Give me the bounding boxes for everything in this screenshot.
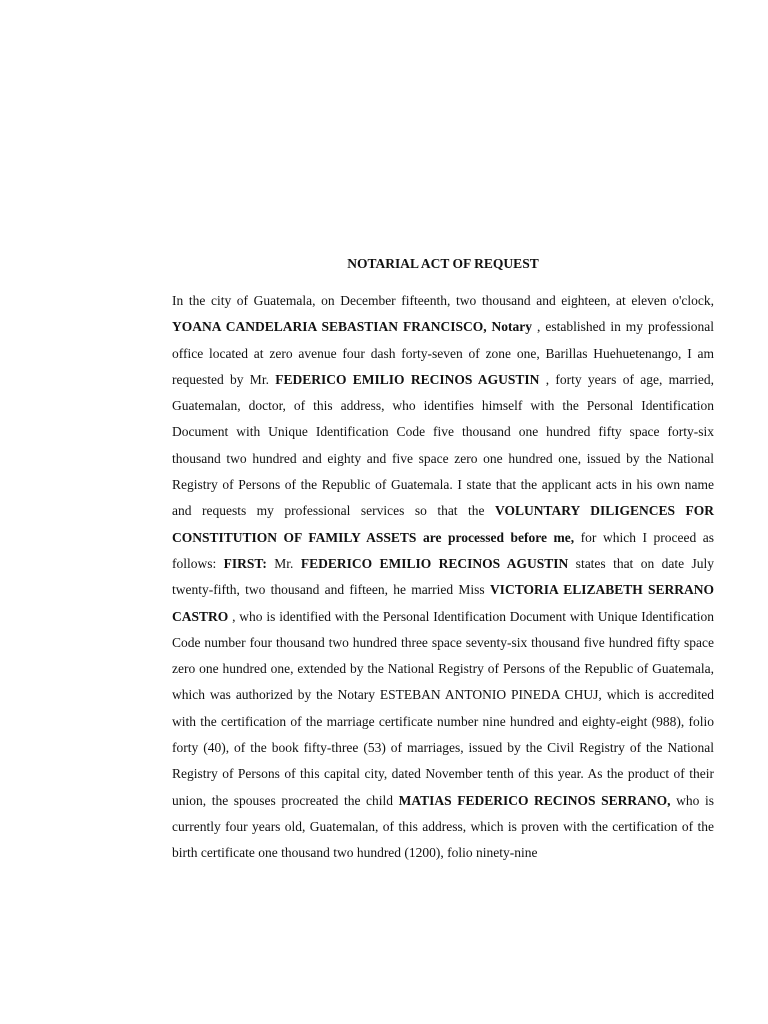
text-run: states that on date July twenty-fifth, two thousand and fifteen, he married Miss [172, 555, 714, 598]
title-block [172, 254, 714, 274]
text-run: , established in my professional office located at zero avenue four dash forty-seven of zone one, Barillas Huehuetenango, I am requested by Mr. [172, 319, 714, 387]
text-run: , who is identified with the Personal Identification Document with Unique Identification Code number four thousand two hundred three space seventy-six thousand five hundred fifty space zero one hundred one, extended by the National Registry of Persons of the Republic of Guatemala, which was authorized by the Notary ESTEBAN ANTONIO PINEDA CHUJ, which is accredited with the certification of the marriage certificate number nine hundred and eighty-eight (988), folio forty (40), of the book fifty-three (53) of marriages, issued by the Civil Registry of the National Registry of Persons of this capital city, dated November tenth of this year. As the product of their union, the spouses procreated the child [172, 608, 714, 808]
bold-run: MATIAS FEDERICO RECINOS SERRANO, [398, 792, 671, 808]
document-title: NOTARIAL ACT OF REQUEST [347, 256, 539, 271]
bold-run: VOLUNTARY DILIGENCES FOR CONSTITUTION OF FAMILY ASSETS are processed before me, [172, 503, 715, 545]
bold-run: FIRST: [223, 555, 267, 571]
bold-run: VICTORIA ELIZABETH SERRANO CASTRO [172, 582, 714, 624]
text-run: for which I proceed as follows: [172, 529, 714, 571]
bold-run: YOANA CANDELARIA SEBASTIAN FRANCISCO, Notary [172, 319, 533, 335]
bold-run: FEDERICO EMILIO RECINOS AGUSTIN [275, 371, 540, 387]
document-body-paragraph [172, 288, 714, 867]
text-run: In the city of Guatemala, on December fifteenth, two thousand and eighteen, at eleven o'clock, [172, 293, 714, 308]
text-run: who is currently four years old, Guatemalan, of this address, which is proven with the certification of the birth certificate one thousand two hundred (1200), folio ninety-nine [172, 792, 714, 861]
text-run: Mr. [266, 555, 301, 571]
bold-run: FEDERICO EMILIO RECINOS AGUSTIN [300, 555, 569, 571]
text-run: , forty years of age, married, Guatemalan, doctor, of this address, who identifies himself with the Personal Identification Document with Unique Identification Code five thousand one hundred fifty space forty-six thousand two hundred and eighty and five space zero one hundred one, issued by the National Registry of Persons of the Republic of Guatemala. I state that the applicant acts in his own name and requests my professional services so that the [172, 371, 714, 519]
